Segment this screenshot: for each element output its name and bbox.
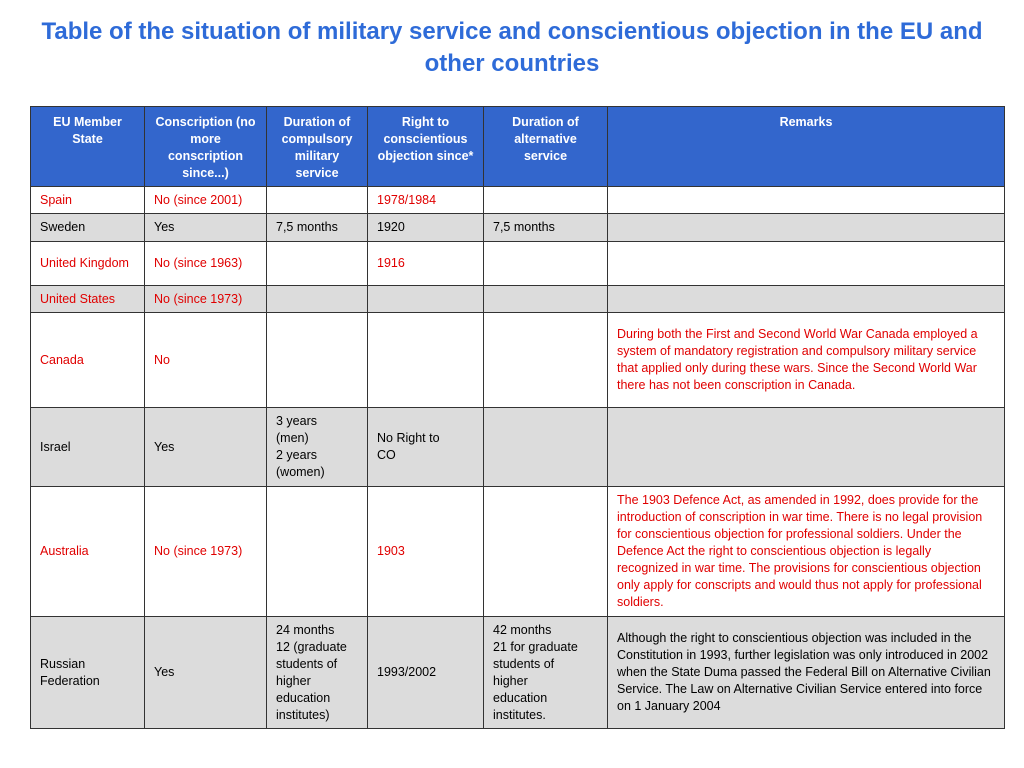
cell-alt-duration xyxy=(484,313,608,408)
header-remarks: Remarks xyxy=(608,107,1005,187)
table-row xyxy=(31,214,1005,242)
table-row xyxy=(31,313,1005,408)
cell-co-right: 1920 xyxy=(368,214,484,242)
table-row xyxy=(31,242,1005,286)
cell-co-right: 1903 xyxy=(368,487,484,617)
cell-state: Israel xyxy=(31,408,145,487)
cell-co-right xyxy=(368,313,484,408)
cell-remarks xyxy=(608,242,1005,286)
header-conscription: Conscription (no more conscription since...) xyxy=(145,107,267,187)
cell-conscription: No (since 1973) xyxy=(145,286,267,313)
cell-state: United Kingdom xyxy=(31,242,145,286)
cell-conscription: No (since 1963) xyxy=(145,242,267,286)
cell-duration: 3 years (men) 2 years (women) xyxy=(267,408,368,487)
cell-co-right xyxy=(368,286,484,313)
header-member-state: EU Member State xyxy=(31,107,145,187)
cell-co-right: 1916 xyxy=(368,242,484,286)
conscription-table xyxy=(30,106,1005,729)
cell-co-right: 1978/1984 xyxy=(368,187,484,214)
cell-remarks xyxy=(608,286,1005,313)
header-duration-military: Duration of compulsory military service xyxy=(267,107,368,187)
cell-alt-duration xyxy=(484,487,608,617)
cell-duration xyxy=(267,487,368,617)
cell-remarks: The 1903 Defence Act, as amended in 1992, does provide for the introduction of conscription in war time. There is no legal provision for conscientious objection for professional soldiers. Under the Defence Act the right to conscientious objection is legally recognized in war time. The provisions for conscientious objection only apply for conscripts and would thus not apply for professional soldiers. xyxy=(608,487,1005,617)
cell-alt-duration xyxy=(484,408,608,487)
cell-remarks xyxy=(608,187,1005,214)
cell-alt-duration xyxy=(484,286,608,313)
cell-conscription: Yes xyxy=(145,617,267,729)
slide-title: Table of the situation of military service and conscientious objection in the EU and other countries xyxy=(41,18,983,77)
table-row xyxy=(31,408,1005,487)
table-row xyxy=(31,187,1005,214)
cell-remarks: Although the right to conscientious objection was included in the Constitution in 1993, further legislation was only introduced in 2002 when the State Duma passed the Federal Bill on Alternative Civilian Service. The Law on Alternative Civilian Service entered into force on 1 January 2004 xyxy=(608,617,1005,729)
cell-alt-duration xyxy=(484,242,608,286)
cell-state: Spain xyxy=(31,187,145,214)
cell-state: Australia xyxy=(31,487,145,617)
table-row xyxy=(31,487,1005,617)
cell-conscription: No (since 1973) xyxy=(145,487,267,617)
cell-duration: 24 months 12 (graduate students of higher education institutes) xyxy=(267,617,368,729)
cell-duration xyxy=(267,242,368,286)
table-row xyxy=(31,286,1005,313)
cell-alt-duration xyxy=(484,187,608,214)
cell-remarks: During both the First and Second World War Canada employed a system of mandatory registration and compulsory military service that applied only during these wars. Since the Second World War there has not been conscription in Canada. xyxy=(608,313,1005,408)
cell-state: Sweden xyxy=(31,214,145,242)
cell-co-right: 1993/2002 xyxy=(368,617,484,729)
header-duration-alternative: Duration of alternative service xyxy=(484,107,608,187)
cell-duration xyxy=(267,286,368,313)
cell-conscription: No (since 2001) xyxy=(145,187,267,214)
cell-conscription: Yes xyxy=(145,408,267,487)
cell-state: United States xyxy=(31,286,145,313)
cell-alt-duration: 7,5 months xyxy=(484,214,608,242)
cell-duration xyxy=(267,313,368,408)
cell-state: Russian Federation xyxy=(31,617,145,729)
cell-remarks xyxy=(608,408,1005,487)
cell-alt-duration: 42 months 21 for graduate students of higher education institutes. xyxy=(484,617,608,729)
table-row xyxy=(31,617,1005,729)
cell-remarks xyxy=(608,214,1005,242)
cell-duration xyxy=(267,187,368,214)
cell-duration: 7,5 months xyxy=(267,214,368,242)
cell-conscription: No xyxy=(145,313,267,408)
cell-state: Canada xyxy=(31,313,145,408)
cell-conscription: Yes xyxy=(145,214,267,242)
header-right-to-co: Right to conscientious objection since* xyxy=(368,107,484,187)
cell-co-right: No Right to CO xyxy=(368,408,484,487)
table-header-row xyxy=(31,107,1005,187)
